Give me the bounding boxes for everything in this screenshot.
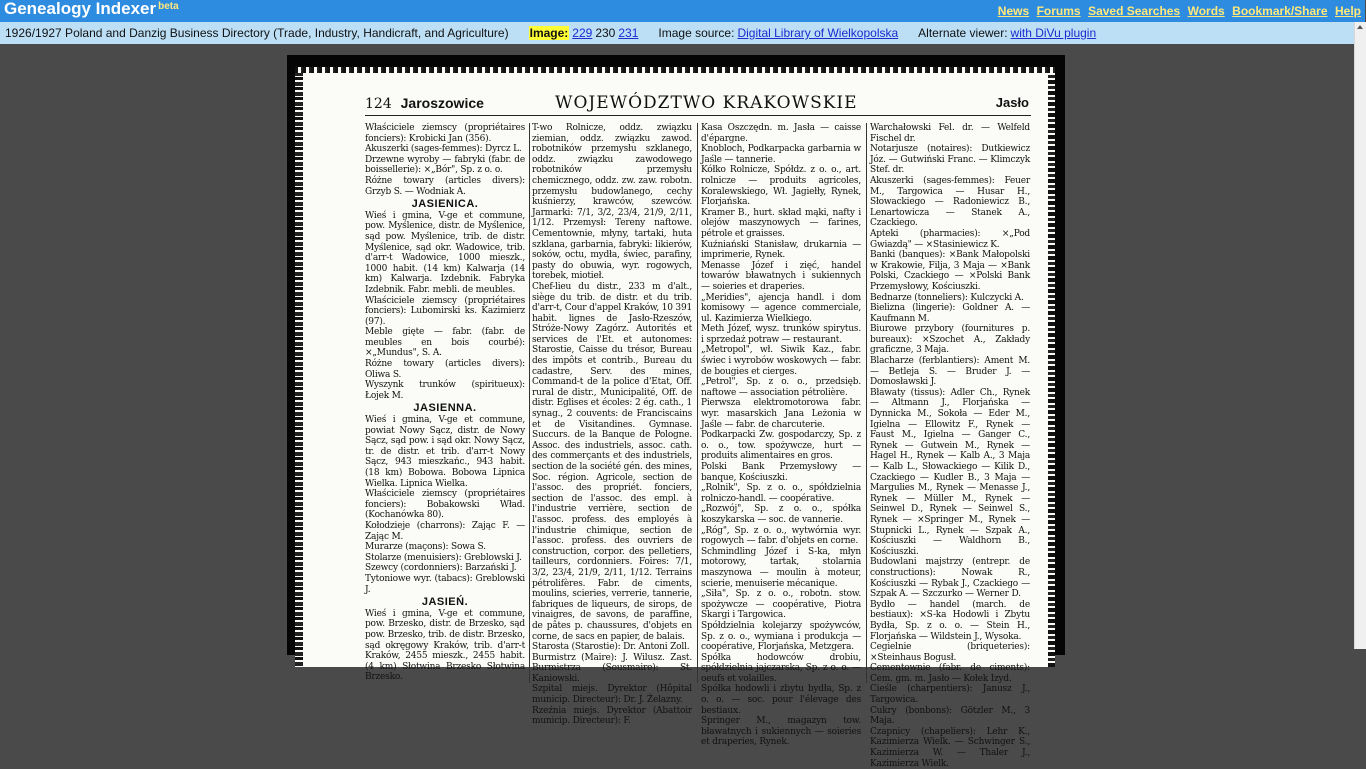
directory-entry: T-wo Rolnicze, oddz. związku ziemian, oddz. związku zawod. robotników przemysłu szklanego, oddz. związku zawodowego robotników przemysłu chemicznego, oddz. zw. zaw. robotn. przemysłu budowlanego, cechy kuśnierzy, krawców, szewców. Jarmarki: 7/1, 3/2, 23/4, 21/9, 2/11, 1/12. Przemysł: Tereny naftowe. Cementownie, młyny, tartaki, huta szklana, garbarnia, fabryki: likierów, soków, octu, mydła, świec, parafiny, pasty do obuwia, wyr. rogowych, torebek, miotieł. — [532, 123, 692, 282]
directory-entry: Różne towary (articles divers): Oliwa S. — [365, 359, 525, 380]
directory-entry: Różne towary (articles divers): Grzyb S. — Wodniak A. — [365, 175, 525, 197]
directory-entry: Właściciele ziemscy (propriétaires fonciers): Lubomirski ks. Kazimierz (97). — [365, 295, 525, 327]
page-number: 124 — [365, 96, 392, 112]
directory-entry: Wieś i gmina, V-ge et commune, powiat Nowy Sącz, distr. de Nowy Sącz, sąd pow. i sąd okr. Nowy Sącz, tr. de distr. et trib. d'arr-t Nowy Sącz, 943 mieszkańc., 943 habit. (18 km) Bobowa. Bobowa Lipnica Wielka. Lipnica Wielka. — [365, 415, 525, 489]
column-rule — [529, 123, 530, 683]
text-column-4 — [870, 123, 1030, 769]
site-logo[interactable] — [0, 0, 179, 18]
directory-entry: Właściciele ziemscy (propriétaires fonciers): Bobakowski Wład. (Kochanówka 80). — [365, 489, 525, 521]
nav-forums[interactable]: Forums — [1036, 4, 1081, 18]
text-column-3 — [701, 123, 861, 748]
directory-entry: Stolarze (menuisiers): Greblowski J. — [365, 552, 522, 563]
directory-entry: Notarjusze (notaires): Dutkiewicz Józ. — Gutwiński Franc. — Klimczyk Stef. dr. — [870, 144, 1030, 176]
directory-entry: Kołodzieje (charrons): Zając F. — Zając M. — [365, 520, 525, 542]
directory-entry: Kuźniański Stanisław, drukarnia — imprimerie, Rynek. — [701, 239, 861, 261]
directory-entry: „Rozwój", Sp. z o. o., spółka koszykarska — soc. de vannerie. — [701, 504, 861, 525]
document-info-bar — [0, 22, 1354, 44]
nav-words[interactable]: Words — [1187, 4, 1225, 18]
page-header-left — [365, 95, 484, 112]
directory-entry: Warchałowski Fel. dr. — Welfeld Fischel dr. — [870, 123, 1030, 144]
nav-saved-searches[interactable]: Saved Searches — [1088, 4, 1181, 18]
directory-entry: Podkarpacki Zw. gospodarczy, Sp. z o. o., tow. spożywcze, hurt — produits alimentaires en gros. — [701, 430, 861, 462]
directory-entry: Akuszerki (sages-femmes): Feuer M., Targowica — Husar H., Słowackiego — Radoniewicz B., Lenartowicza — Stanek A., Czackiego. — [870, 175, 1030, 229]
directory-entry: Akuszerki (sages-femmes): Dyrcz L. — [365, 144, 522, 155]
directory-entry: „Metropol", wł. Siwik Kaz., fabr. świec i wyrobów woskowych — fabr. de bougies et cierges. — [701, 345, 861, 377]
beta-badge: beta — [158, 1, 179, 12]
town-heading: JASIENNA. — [413, 402, 477, 415]
directory-entry: Rzeźnia miejs. Dyrektor (Abattoir municip. Directeur): F. — [532, 705, 692, 727]
left-header: Jaroszowice — [400, 95, 484, 111]
page-header — [365, 95, 1031, 116]
alternate-viewer-label: Alternate viewer: — [918, 26, 1008, 40]
directory-entry: Spółka hodowców drobiu, spółdzielnia jajczarska, Sp. z o. o. — oeufs et volailles. — [701, 652, 861, 684]
directory-entry: Murarze (maçons): Sowa S. — [365, 542, 486, 553]
image-source-label: Image source: — [658, 26, 735, 40]
directory-entry: Spółka hodowli i zbytu bydła, Sp. z o. o. — soc. pour l'élevage des bestiaux. — [701, 684, 861, 716]
directory-entry: Cementownie (fabr. de ciments): Cem. gm. m. Jasło — Kołek Izyd. — [870, 663, 1030, 684]
directory-entry: Banki (banques): ×Bank Małopolski w Krakowie, Filja, 3 Maja — ×Bank Polski, Czackiego — ×Polski Bank Przemysłowy, Kościuszki. — [870, 250, 1030, 292]
scanned-page-image[interactable] — [287, 55, 1065, 769]
next-page-link[interactable]: 231 — [618, 26, 639, 40]
nav-news[interactable]: News — [997, 4, 1030, 18]
directory-entry: Właściciele ziemscy (propriétaires fonciers): Krobicki Jan (356). — [365, 123, 525, 144]
directory-entry: Wyszynk trunków (spiritueux): Łojek M. — [365, 380, 525, 401]
directory-entry: Kramer B., hurt. skład mąki, nafty i olejów maszynowych — farines, pétrole et graisses. — [701, 207, 861, 239]
directory-entry: Spółdzielnia kolejarzy spożywców, Sp. z o. o., wymiana i produkcja — coopérative, Florjańska, Metzgera. — [701, 620, 861, 653]
town-heading: JASIEŃ. — [421, 596, 469, 609]
directory-entry: Biurowe przybory (fournitures p. bureaux): ×Szochet A., Zakłady graficzne, 3 Maja. — [870, 324, 1030, 356]
directory-entry: Cukry (bonbons): Götzler M., 3 Maja. — [870, 705, 1030, 727]
column-rule — [697, 123, 698, 683]
directory-entry: „Meridies", ajencja handl. i dom komisowy — agence commerciale, ul. Kazimierza Wielkiego. — [701, 292, 861, 324]
scan-edge-left — [295, 67, 303, 667]
image-source-link[interactable]: Digital Library of Wielkopolska — [737, 26, 899, 40]
directory-entry: Starosta (Starostie): Dr. Antoni Zoll. — [532, 642, 690, 653]
directory-entry: Knobloch, Podkarpacka garbarnia w Jaśle — tannerie. — [701, 144, 861, 165]
document-title: 1926/1927 Poland and Danzig Business Directory (Trade, Industry, Handicraft, and Agriculture) — [5, 26, 509, 40]
directory-entry: Blacharze (ferblantiers): Ament M. — Betleja S. — Bruder J. — Domosławski J. — [870, 356, 1030, 388]
directory-entry: Kasa Oszczędn. m. Jasła — caisse d'épargne. — [701, 123, 861, 144]
nav-bookmark-share[interactable]: Bookmark/Share — [1232, 4, 1328, 18]
directory-entry: Kółko Rolnicze, Spółdz. z o. o., art. rolnicze — produits agricoles, Koralewskiego, Wł. Jagiełły, Rynek, Florjańska. — [701, 165, 861, 208]
column-rule — [866, 123, 867, 683]
directory-entry: Burmistrz (Maire): J. Wilusz. Zast. Burmistrza (Sousmaire): St. Kaniowski. — [532, 652, 692, 684]
directory-entry: Springer M., magazyn tow. bławatnych i sukiennych — soieries et draperies, Rynek. — [701, 716, 861, 748]
directory-entry: Cegielnie (briqueteries): ×Steinhaus Bogusł. — [870, 642, 1030, 663]
scanned-page — [295, 67, 1055, 769]
directory-entry: Meble gięte — fabr. (fabr. de meubles en bois courbé): ×„Mundus", S. A. — [365, 327, 525, 359]
directory-entry: „Róg", Sp. z o. o., wytwórnia wyr. rogowych — fabr. d'objets en corne. — [701, 525, 861, 547]
top-nav — [995, 0, 1365, 20]
directory-entry: Polski Bank Przemysłowy — banque, Kościuszki. — [701, 462, 861, 483]
directory-entry: Bednarze (tonneliers): Kulczycki A. — [870, 292, 1024, 303]
directory-entry: Bielizna (lingerie): Goldner A. — Kaufmann M. — [870, 303, 1030, 324]
right-header: Jasło — [995, 95, 1029, 110]
nav-help[interactable]: Help — [1334, 4, 1361, 18]
directory-entry: Wieś i gmina, V-ge et commune, pow. Brzesko, distr. de Brzesko, sąd pow. Brzesko, trib. de distr. Brzesko, sąd okręgowy Kraków, trib. d'arr-t Kraków, 2455 mieszk., 2455 habit. (4 km) Słotwina Brzesko Słotwina Brzesko. — [365, 608, 525, 683]
directory-entry: Pierwsza elektromotorowa fabr. wyr. masarskich Jana Leżonia w Jaśle — fabr. de charcuterie. — [701, 398, 861, 430]
directory-entry: Chef-lieu du distr., 233 m d'alt., siège du trib. de distr. et du trib. d'arr-t, Cour d'appel Kraków, 10 391 habit. lignes de Jasło-Rzeszów, Stróże-Nowy Zagórz. Autorités et services de l'Et. et autonomes: Starostie, Caisse du trésor, Bureau des impôts et contrib., Bureau du cadastre, Serv. des mines, Command-t de la police d'Etat, Off. rural de distr., Municipalité, Off. de distr. Eglises et écoles: 2 ég. cath., 1 synag., 2 couvents: de Franciscains et de Visitandines. Gymnase. Succurs. de la Banque de Pologne. Assoc. des industriels, assoc. cath. des commerçants et des industriels, section de la société gén. des mines, Soc. région. Agricole, section de l'assoc. des propriét. fonciers, section de l'assoc. des empl. à l'industrie verrière, section de l'assoc. profess. des employés à l'industrie chimique, section de l'assoc. profess. des ouvriers de construction, corpor. des pelletiers, tailleurs, cordonniers. Foires: 7/1, 3/2, 23/4, 21/9, 2/11, 1/12. Terrains pétrolifères. Fabr. de ciments, moulins, scieries, verrerie, tannerie, fabriques de liqueurs, de sirops, de vinaigres, de savons, de paraffine, de pâtes p. chaussures, d'objets en corne, de sacs en papier, de balais. — [532, 281, 692, 642]
directory-entry: Wieś i gmina, V-ge et commune, pow. Myślenice, distr. de Myślenice, sąd pow. Myślenice, trib. de distr. Myślenice, sąd okr. Wadowice, trib. d'arr-t Wadowice, 1000 mieszk., 1000 habit. (14 km) Kalwarja (14 km) Kalwarja. Izdebnik. Fabryka Izdebnik. Fabr. mebli. de meubles. — [365, 210, 525, 295]
image-label: Image: — [529, 26, 569, 40]
directory-entry: Apteki (pharmacies): ×„Pod Gwiazdą" — ×Stasiniewicz K. — [870, 228, 1030, 250]
top-bar — [0, 0, 1365, 22]
directory-entry: „Rolnik", Sp. z o. o., spółdzielnia rolniczo-handl. — coopérative. — [701, 483, 861, 504]
directory-entry: Cieśle (charpentiers): Janusz J., Targowica. — [870, 684, 1030, 706]
directory-entry: Czapnicy (chapeliers): Lehr K., Kazimierza Wielk. — Schwinger S., Kazimierza W. — Thaler J., Kazimierza Wielk. — [870, 726, 1030, 769]
scroll-up-icon[interactable] — [1357, 25, 1363, 29]
directory-entry: Menasse Józef i zięć, handel towarów bławatnych i sukiennych — soieries et draperies. — [701, 260, 861, 292]
directory-entry: Drzewne wyroby — fabryki (fabr. de boissellerie): ×„Bór", Sp. z o. o. — [365, 154, 525, 176]
directory-entry: „Petrol", Sp. z o. o., przedsięb. naftowe — association pétrolière. — [701, 377, 861, 398]
directory-entry: Bławaty (tissus): Adler Ch., Rynek — Altmann J., Florjańska — Dynnicka M., Sokoła — Eder M., Igielna — Ellowitz F., Rynek — Faust M., Igielna — Ganger C., Rynek — Gutwein M., Rynek — Hagel H., Rynek — Kalb A., 3 Maja — Kalb L., Słowackiego — Kilik D., Czackiego — Kudler B., 3 Maja — Margulies M., Rynek — Menasse J., Rynek — Müller M., Rynek — Seinwel D., Rynek — Seinwel S., Rynek — ×Springer M., Rynek — Stupnicki L., Rynek — Szpak A., Kościuszki — Waldhorn B., Kościuszki. — [870, 387, 1030, 557]
text-column-1 — [365, 123, 525, 683]
page-title: WOJEWÓDZTWO KRAKOWSKIE — [555, 93, 858, 113]
site-title[interactable]: Genealogy Indexer — [4, 0, 157, 18]
text-column-2 — [532, 123, 692, 727]
directory-entry: Meth Józef, wysz. trunków spirytus. i sprzedaż potraw — restaurant. — [701, 324, 861, 345]
directory-entry: Budowlani majstrzy (entrepr. de constructions): Nowak R., Kościuszki — Rybak J., Czackiego — Szpak A. — Szczurko — Werner D. — [870, 557, 1030, 600]
directory-entry: Szpital miejs. Dyrektor (Hôpital municip. Directeur): Dr. J. Żelazny. — [532, 684, 692, 706]
directory-entry: Szewcy (cordonniers): Barzański J. — [365, 563, 517, 574]
directory-entry: Schmindling Józef i S-ka, młyn motorowy, tartak, stolarnia maszynowa — moulin à moteur, scierie, menuiserie mécanique. — [701, 546, 861, 589]
town-heading: JASIENICA. — [411, 198, 479, 211]
prev-page-link[interactable]: 229 — [572, 26, 593, 40]
current-page: 230 — [595, 26, 616, 40]
scan-edge-right — [1048, 67, 1055, 667]
alternate-viewer-link[interactable]: with DiVu plugin — [1010, 26, 1097, 40]
vertical-scrollbar[interactable] — [1354, 22, 1366, 649]
scan-edge-top — [295, 67, 1055, 73]
directory-entry: Tytoniowe wyr. (tabacs): Greblowski J. — [365, 573, 525, 595]
directory-entry: „Siła", Sp. z o. o., robotn. stow. spożywcze — coopérative, Piotra Skargi i Targowica. — [701, 589, 861, 621]
directory-entry: Bydło — handel (march. de bestiaux): ×S-ka Hodowli i Zbytu Bydła, Sp. z o. o. — Stein H., Florjańska — Wildstein J., Wysoka. — [870, 599, 1030, 642]
